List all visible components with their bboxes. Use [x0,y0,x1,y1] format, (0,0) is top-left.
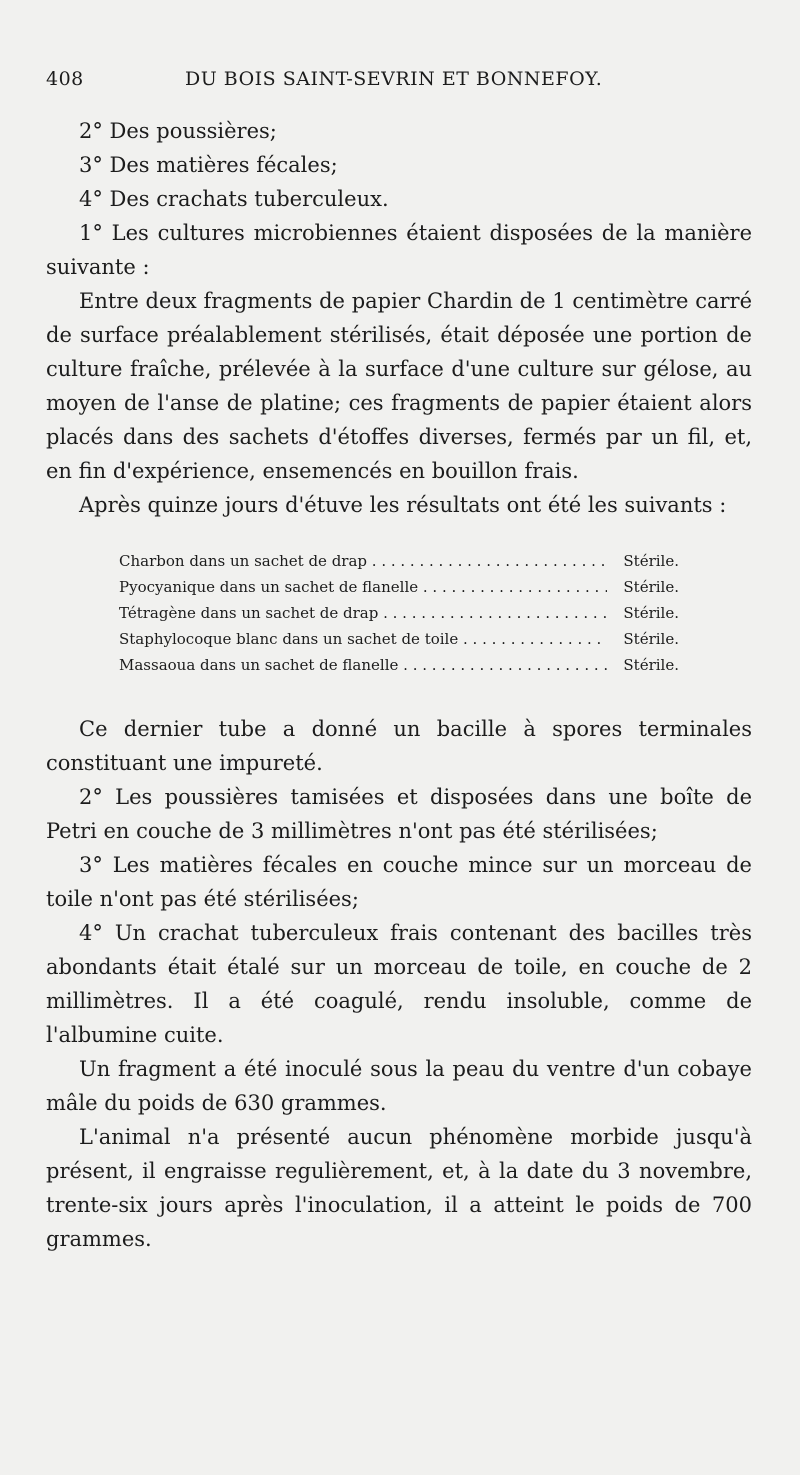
page-number: 408 [46,68,84,90]
paragraph: 2° Des poussières; [79,119,277,143]
paragraph: L'animal n'a présenté aucun phénomène morbide jusqu'à présent, il engraisse regulièrement, et, à la date du 3 novembre, trente-six jours après l'inoculation, il a atteint le poids de 700 grammes. [46,1125,752,1251]
culture-name: Massaoua dans un sachet de flanelle . . . [119,652,607,678]
table-row [119,626,679,652]
paragraph: Un fragment a été inoculé sous la peau du ventre d'un cobaye mâle du poids de 630 grammes. [46,1057,752,1115]
culture-name: Staphylocoque blanc dans un sachet de toile . . . [119,626,607,652]
paragraph: 3° Des matières fécales; [79,153,338,177]
table-row [119,652,679,678]
page-body [46,114,752,1256]
culture-result: Stérile. [623,630,679,648]
paragraph: Ce dernier tube a donné un bacille à spores terminales constituant une impureté. [46,717,752,775]
results-table [46,548,679,678]
running-title: DU BOIS SAINT-SEVRIN ET BONNEFOY. [185,68,603,90]
paragraph: Entre deux fragments de papier Chardin de 1 centimètre carré de surface préalablement stérilisés, était déposée une portion de culture fraîche, prélevée à la surface d'une culture sur gélose, au moyen de l'anse de platine; ces fragments de papier étaient alors placés dans des sachets d'étoffes diverses, fermés par un fil, et, en fin d'expérience, ensemencés en bouillon frais. [46,289,752,483]
culture-result: Stérile. [623,552,679,570]
culture-result: Stérile. [623,578,679,596]
paragraph: 3° Les matières fécales en couche mince sur un morceau de toile n'ont pas été stérilisées; [46,853,752,911]
table-row [119,574,679,600]
culture-name: Pyocyanique dans un sachet de flanelle . . . [119,574,607,600]
paragraph: 2° Les poussières tamisées et disposées dans une boîte de Petri en couche de 3 millimètres n'ont pas été stérilisées; [46,785,752,843]
table-row [119,600,679,626]
paragraph: 1° Les cultures microbiennes étaient disposées de la manière suivante : [46,221,752,279]
culture-name: Tétragène dans un sachet de drap . . . [119,600,607,626]
page-header [0,68,800,96]
culture-name: Charbon dans un sachet de drap . . . [119,548,607,574]
paragraph: Après quinze jours d'étuve les résultats ont été les suivants : [79,493,727,517]
table-row [119,548,679,574]
paragraph: 4° Des crachats tuberculeux. [79,187,389,211]
culture-result: Stérile. [623,656,679,674]
paragraph: 4° Un crachat tuberculeux frais contenant des bacilles très abondants était étalé sur un morceau de toile, en couche de 2 millimètres. Il a été coagulé, rendu insoluble, comme de l'albumine cuite. [46,921,752,1047]
culture-result: Stérile. [623,604,679,622]
